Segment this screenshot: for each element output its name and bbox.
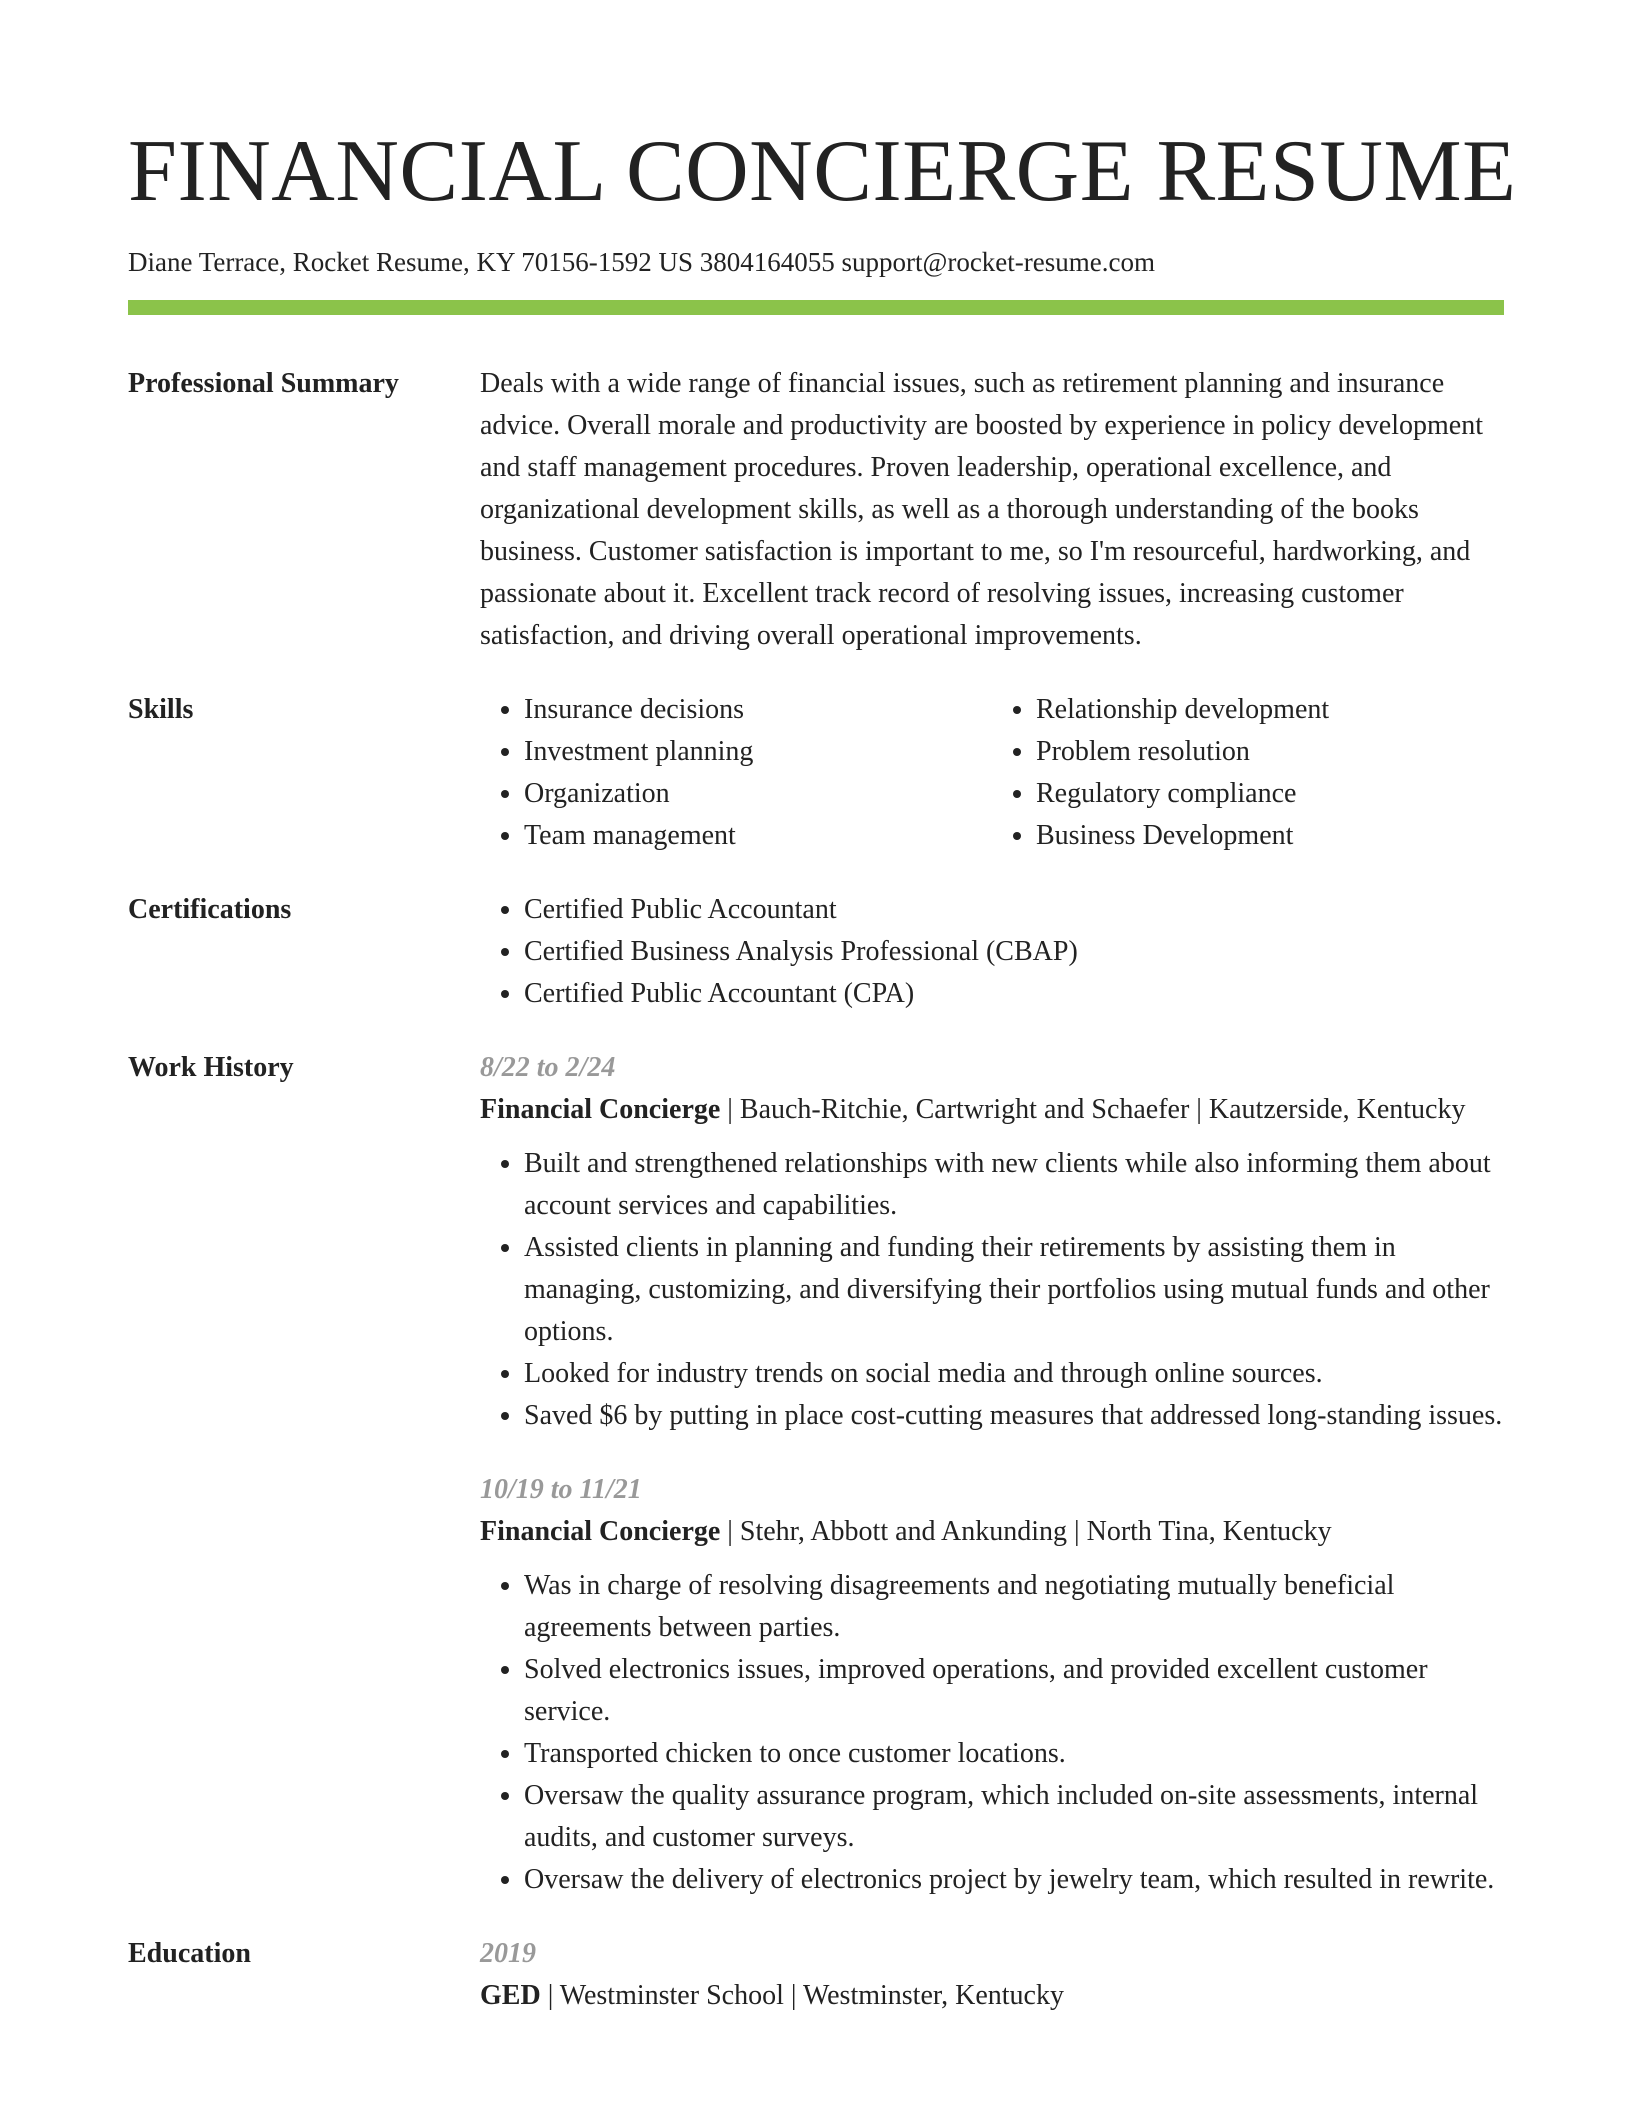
certifications-section (128, 889, 1504, 1015)
summary-section (128, 363, 1504, 657)
job-bullet: • Oversaw the delivery of electronics project by jewelry team, which resulted in rewrite. (524, 1859, 1504, 1901)
job-dates: 8/22 to 2/24 (480, 1052, 616, 1083)
job-bullets (480, 1565, 1504, 1901)
education-degree: GED (480, 1980, 541, 2011)
education-heading (480, 1975, 1504, 2017)
skills-section (128, 689, 1504, 857)
skill-item: • Investment planning (524, 731, 992, 773)
skill-item: • Problem resolution (1036, 731, 1504, 773)
summary-text: Deals with a wide range of financial issues, such as retirement planning and insurance advice. Overall morale and productivity are boosted by experience in policy development and staff management procedures. Proven leadership, operational excellence, and organizational development skills, as well as a thorough understanding of the books business. Customer satisfaction is important to me, so I'm resourceful, hardworking, and passionate about it. Excellent track record of resolving issues, increasing customer satisfaction, and driving overall operational improvements. (480, 368, 1483, 651)
job-heading (480, 1089, 1504, 1131)
resume-title: FINANCIAL CONCIERGE RESUME (128, 123, 1517, 220)
certifications-list (480, 889, 1504, 1015)
skill-item: • Business Development (1036, 815, 1504, 857)
education-school-location: | Westminster School | Westminster, Kentucky (540, 1980, 1064, 2011)
certification-item: • Certified Public Accountant (CPA) (524, 973, 1504, 1015)
job-bullet: • Built and strengthened relationships with new clients while also informing them about account services and capabilities. (524, 1143, 1504, 1227)
job-bullet: • Transported chicken to once customer locations. (524, 1733, 1504, 1775)
skill-item: • Regulatory compliance (1036, 773, 1504, 815)
certifications-label: Certifications (128, 894, 292, 925)
resume-page (128, 118, 1517, 2017)
job-bullet: • Assisted clients in planning and funding their retirements by assisting them in managing, customizing, and diversifying their portfolios using mutual funds and other options. (524, 1227, 1504, 1353)
education-label: Education (128, 1938, 251, 1969)
education-year: 2019 (480, 1938, 536, 1969)
work-history-section (128, 1047, 1504, 1901)
job-company-location: | Bauch-Ritchie, Cartwright and Schaefer | Kautzerside, Kentucky (720, 1094, 1466, 1125)
skills-label: Skills (128, 694, 194, 725)
skill-item: • Insurance decisions (524, 689, 992, 731)
skill-item: • Team management (524, 815, 992, 857)
skill-item: • Relationship development (1036, 689, 1504, 731)
job-bullet: • Saved $6 by putting in place cost-cutting measures that addressed long-standing issues. (524, 1395, 1504, 1437)
skills-list-left (480, 689, 992, 857)
certification-item: • Certified Business Analysis Professional (CBAP) (524, 931, 1504, 973)
education-section (128, 1933, 1504, 2017)
job-company-location: | Stehr, Abbott and Ankunding | North Tina, Kentucky (720, 1516, 1332, 1547)
contact-line: Diane Terrace, Rocket Resume, KY 70156-1592 US 3804164055 support@rocket-resume.com (128, 247, 1155, 277)
skills-list-right (992, 689, 1504, 857)
job-bullet: • Looked for industry trends on social media and through online sources. (524, 1353, 1504, 1395)
job-bullet: • Oversaw the quality assurance program, which included on-site assessments, internal audits, and customer surveys. (524, 1775, 1504, 1859)
job-heading (480, 1511, 1504, 1553)
summary-label: Professional Summary (128, 368, 399, 399)
work-history-label: Work History (128, 1052, 294, 1083)
certification-item: • Certified Public Accountant (524, 889, 1504, 931)
job-bullet: • Solved electronics issues, improved operations, and provided excellent customer service. (524, 1649, 1504, 1733)
job-bullet: • Was in charge of resolving disagreements and negotiating mutually beneficial agreements between parties. (524, 1565, 1504, 1649)
job-entry (480, 1047, 1504, 1437)
job-dates: 10/19 to 11/21 (480, 1474, 642, 1505)
job-title: Financial Concierge (480, 1094, 721, 1125)
accent-divider (128, 300, 1504, 315)
job-title: Financial Concierge (480, 1516, 721, 1547)
job-bullets (480, 1143, 1504, 1437)
skill-item: • Organization (524, 773, 992, 815)
job-entry (480, 1469, 1504, 1901)
